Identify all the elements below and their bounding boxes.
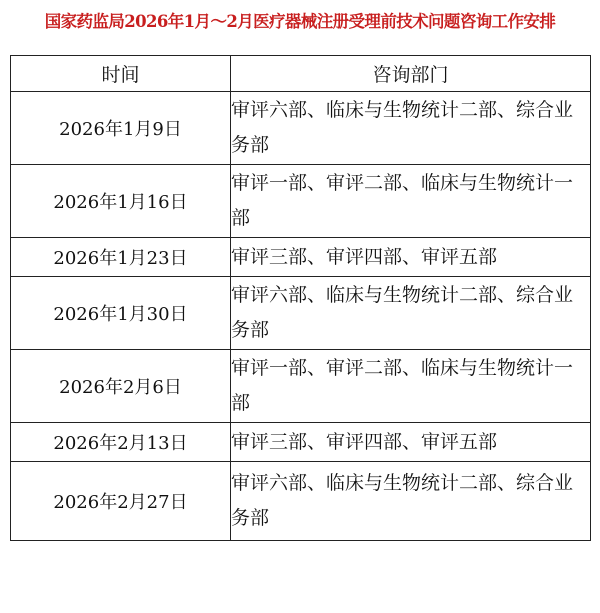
table-header-row xyxy=(11,56,591,92)
date-cell: 2026年1月9日 xyxy=(11,92,231,165)
date-cell: 2026年2月27日 xyxy=(11,462,231,541)
department-cell: 审评六部、临床与生物统计二部、综合业务部 xyxy=(231,462,591,541)
document-title: 国家药监局2026年1月～2月医疗器械注册受理前技术问题咨询工作安排 xyxy=(44,12,556,31)
department-cell: 审评三部、审评四部、审评五部 xyxy=(231,238,591,277)
table-row xyxy=(11,238,591,277)
table-row xyxy=(11,462,591,541)
department-cell: 审评一部、审评二部、临床与生物统计一部 xyxy=(231,165,591,238)
header-department: 咨询部门 xyxy=(231,56,591,92)
table-row xyxy=(11,165,591,238)
date-cell: 2026年2月13日 xyxy=(11,423,231,462)
date-cell: 2026年1月23日 xyxy=(11,238,231,277)
date-cell: 2026年2月6日 xyxy=(11,350,231,423)
table-row xyxy=(11,350,591,423)
table-row xyxy=(11,277,591,350)
department-cell: 审评六部、临床与生物统计二部、综合业务部 xyxy=(231,92,591,165)
date-cell: 2026年1月16日 xyxy=(11,165,231,238)
header-time: 时间 xyxy=(11,56,231,92)
department-cell: 审评三部、审评四部、审评五部 xyxy=(231,423,591,462)
department-cell: 审评一部、审评二部、临床与生物统计一部 xyxy=(231,350,591,423)
consultation-schedule-table xyxy=(10,55,591,541)
table-row xyxy=(11,423,591,462)
table-row xyxy=(11,92,591,165)
department-cell: 审评六部、临床与生物统计二部、综合业务部 xyxy=(231,277,591,350)
date-cell: 2026年1月30日 xyxy=(11,277,231,350)
